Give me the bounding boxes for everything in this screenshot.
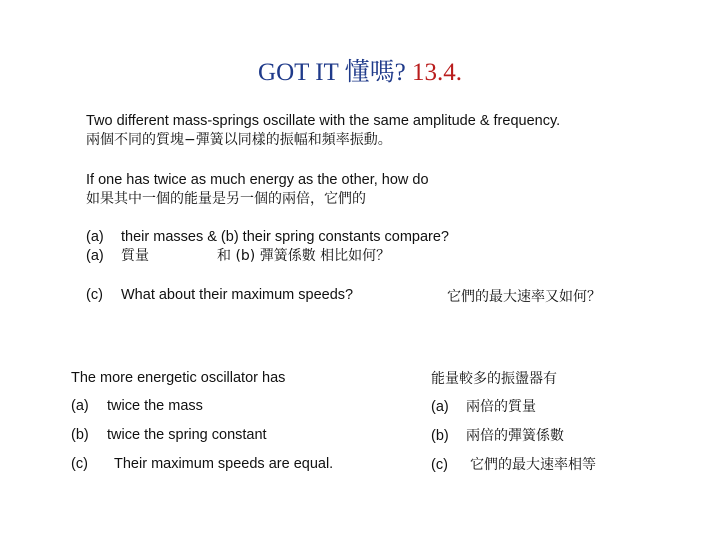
answer-intro-zh: 能量較多的振盪器有 (431, 371, 557, 387)
part-a-zh-right: 和 (b) 彈簧係數 相比如何？ (217, 248, 391, 264)
question-line1-zh: 兩個不同的質塊−彈簧以同樣的振幅和頻率振動。 (86, 132, 392, 148)
part-label: (a) (86, 248, 104, 264)
title-number: 13.4. (411, 59, 462, 86)
answer-label: (c) (431, 457, 448, 473)
answer-a-en: twice the mass (107, 398, 203, 414)
part-a-en: their masses & (b) their spring constants compare? (121, 229, 449, 245)
title-text: GOT IT 懂嗎? (258, 59, 406, 86)
answer-b-en: twice the spring constant (107, 427, 267, 443)
slide-title (0, 52, 720, 88)
answer-label: (b) (431, 428, 449, 444)
question-line2-zh: 如果其中一個的能量是另一個的兩倍，它們的 (86, 191, 366, 207)
answer-label: (a) (71, 398, 89, 414)
part-label: (a) (86, 229, 104, 245)
question-line2-en: If one has twice as much energy as the other, how do (86, 172, 429, 188)
answer-c-en: Their maximum speeds are equal. (114, 456, 334, 472)
answer-label: (c) (71, 456, 88, 472)
part-a-zh-left: 質量 (121, 248, 149, 264)
part-c-en: What about their maximum speeds? (121, 287, 354, 303)
answer-b-zh: 兩倍的彈簧係數 (466, 428, 564, 444)
answer-a-zh: 兩倍的質量 (466, 399, 536, 415)
part-c-zh: 它們的最大速率又如何？ (447, 289, 601, 305)
part-label: (c) (86, 287, 103, 303)
answer-label: (b) (71, 427, 89, 443)
answer-intro-en: The more energetic oscillator has (71, 370, 286, 386)
answer-c-zh: 它們的最大速率相等 (470, 457, 596, 473)
answer-label: (a) (431, 399, 449, 415)
question-line1-en: Two different mass-springs oscillate with the same amplitude & frequency. (86, 113, 561, 129)
